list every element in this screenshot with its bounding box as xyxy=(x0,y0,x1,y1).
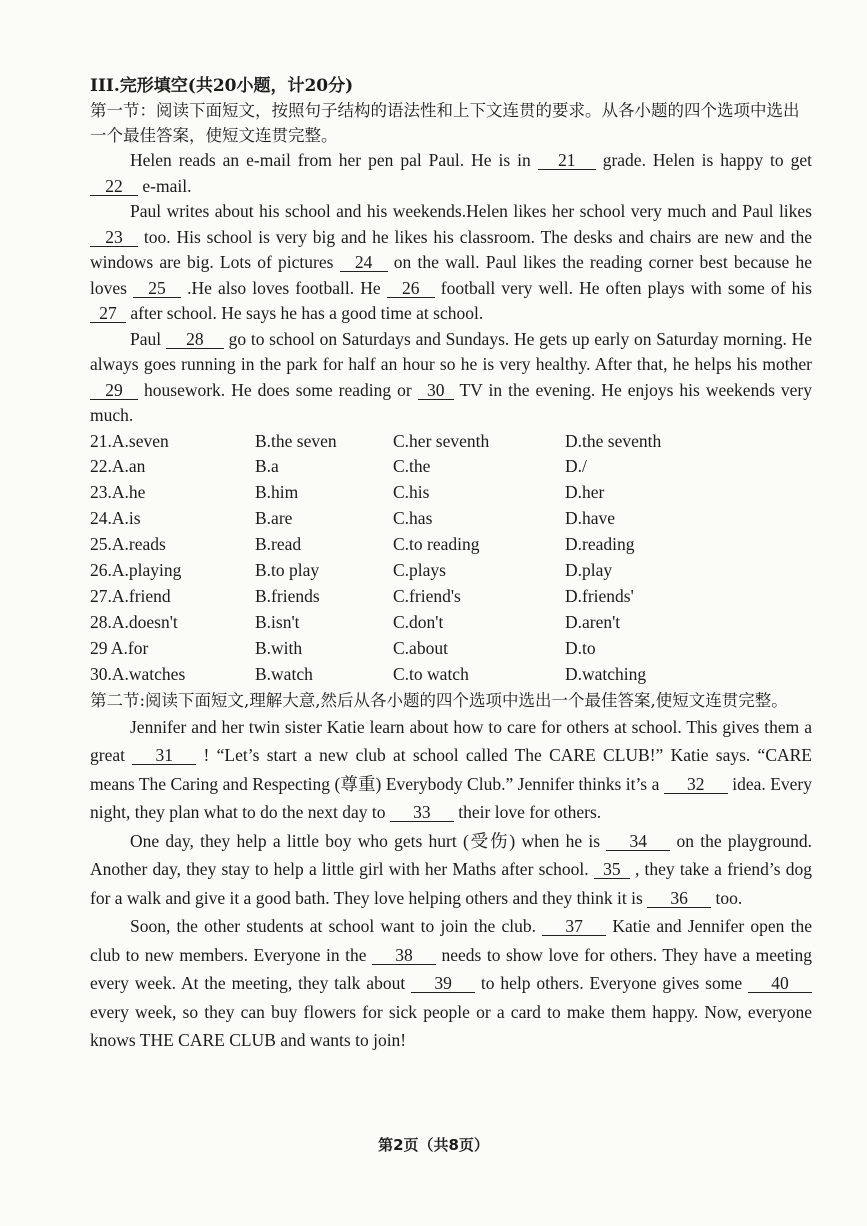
option: 23.A.he xyxy=(90,482,146,503)
option: D.aren't xyxy=(565,611,621,632)
option: B.a xyxy=(255,456,279,477)
passage2-paragraph-3: Soon, the other students at school want to join the club. 37 Katie and Jennifer open the club to new members. Everyone in the 38 needs to show love for others. They have a meeting every week. At the meeting, they talk about 39 to help others. Everyone gives some 40 every week, so they can buy flowers for sick people or a card to make them happy. Now, everyone knows THE CARE CLUB and wants to join! xyxy=(90,916,812,1051)
exam-page xyxy=(90,74,812,1055)
option: D.reading xyxy=(565,534,635,555)
option: C.don't xyxy=(393,611,444,632)
blank-27: 27 xyxy=(90,304,126,323)
blank-35: 35 xyxy=(594,860,630,879)
blank-26: 26 xyxy=(387,279,435,298)
blank-25: 25 xyxy=(133,279,181,298)
option: D./ xyxy=(565,456,587,477)
option: D.have xyxy=(565,508,616,529)
page-number: 第2页（共8页） xyxy=(378,1136,489,1154)
blank-24: 24 xyxy=(340,253,388,272)
option: D.watching xyxy=(565,663,647,684)
option: 26.A.playing xyxy=(90,560,182,581)
option: C.her seventh xyxy=(393,430,490,451)
option-row-22 xyxy=(90,454,812,480)
passage2-paragraph-2: One day, they help a little boy who gets hurt (受伤) when he is 34 on the playground. Another day, they stay to help a little girl with her Maths after school. 35 , they take a friend’s dog for a walk and give it a good bath. They love helping others and they think it is 36 too. xyxy=(90,830,812,908)
option: 24.A.is xyxy=(90,508,141,529)
option: C.plays xyxy=(393,560,446,581)
section-title: III.完形填空(共20小题，计20分) xyxy=(90,76,354,96)
option: C.has xyxy=(393,508,433,529)
option: B.with xyxy=(255,637,303,658)
blank-28: 28 xyxy=(166,330,224,349)
option: B.the seven xyxy=(255,430,337,451)
blank-22: 22 xyxy=(90,177,138,196)
option-row-27 xyxy=(90,584,812,610)
option: B.are xyxy=(255,508,293,529)
option-row-26 xyxy=(90,558,812,584)
option: 25.A.reads xyxy=(90,534,166,555)
blank-34: 34 xyxy=(606,832,670,851)
option: D.to xyxy=(565,637,596,658)
blank-21: 21 xyxy=(538,151,596,170)
option: C.the xyxy=(393,456,431,477)
option-row-28 xyxy=(90,610,812,636)
blank-36: 36 xyxy=(647,889,711,908)
blank-40: 40 xyxy=(748,974,812,993)
option: D.the seventh xyxy=(565,430,662,451)
option: 27.A.friend xyxy=(90,585,171,606)
part1-instruction: 第一节：阅读下面短文，按照句子结构的语法性和上下文连贯的要求。从各小题的四个选项中选出一个最佳答案，使短文连贯完整。 xyxy=(90,101,800,145)
option-row-29 xyxy=(90,636,812,662)
option: C.his xyxy=(393,482,430,503)
option-row-30 xyxy=(90,662,812,688)
option: 28.A.doesn't xyxy=(90,611,178,632)
option: C.to watch xyxy=(393,663,469,684)
option: B.him xyxy=(255,482,299,503)
blank-38: 38 xyxy=(372,946,436,965)
blank-29: 29 xyxy=(90,381,138,400)
option: 30.A.watches xyxy=(90,663,186,684)
blank-30: 30 xyxy=(418,381,454,400)
option: D.her xyxy=(565,482,605,503)
option: 22.A.an xyxy=(90,456,146,477)
option: C.about xyxy=(393,637,448,658)
option: B.isn't xyxy=(255,611,300,632)
blank-23: 23 xyxy=(90,228,138,247)
option: D.play xyxy=(565,560,613,581)
passage1-paragraph-3: Paul 28 go to school on Saturdays and Sundays. He gets up early on Saturday morning. He always goes running in the park for half an hour so he is very healthy. After that, he helps his mother 29 housework. He does some reading or 30 TV in the evening. He enjoys his weekends very much. xyxy=(90,328,812,425)
passage2-paragraph-1: Jennifer and her twin sister Katie learn about how to care for others at school. This gives them a great 31 ! “Let’s start a new club at school called The CARE CLUB!” Katie says. “CARE means The Caring and Respecting (尊重) Everybody Club.” Jennifer thinks it’s a 32 idea. Every night, they plan what to do the next day to 33 their love for others. xyxy=(90,716,813,823)
blank-31: 31 xyxy=(132,746,196,765)
option: B.friends xyxy=(255,585,320,606)
passage1-paragraph-2: Paul writes about his school and his weekends.Helen likes her school very much and Paul likes 23 too. His school is very big and he likes his classroom. The desks and chairs are new and the windows are big. Lots of pictures 24 on the wall. Paul likes the reading corner best because he loves 25 .He also loves football. He 26 football very well. He often plays with some of his 27 after school. He says he has a good time at school. xyxy=(90,201,812,323)
option-row-21 xyxy=(90,429,812,455)
option: D.friends' xyxy=(565,585,634,606)
option: C.friend's xyxy=(393,585,461,606)
options-list xyxy=(90,429,812,688)
blank-37: 37 xyxy=(542,917,606,936)
passage1-paragraph-1: Helen reads an e-mail from her pen pal Paul. He is in 21 grade. Helen is happy to get 22 e-mail. xyxy=(90,148,812,199)
blank-32: 32 xyxy=(664,775,728,794)
option: B.watch xyxy=(255,663,313,684)
part2-instruction: 第二节:阅读下面短文,理解大意,然后从各小题的四个选项中选出一个最佳答案,使短文连贯完整。 xyxy=(90,690,788,710)
option-row-24 xyxy=(90,506,812,532)
blank-33: 33 xyxy=(390,803,454,822)
blank-39: 39 xyxy=(411,974,475,993)
option: C.to reading xyxy=(393,534,480,555)
option-row-25 xyxy=(90,532,812,558)
option: B.read xyxy=(255,534,302,555)
option: 29 A.for xyxy=(90,637,149,658)
option: 21.A.seven xyxy=(90,430,169,451)
option: B.to play xyxy=(255,560,320,581)
option-row-23 xyxy=(90,480,812,506)
